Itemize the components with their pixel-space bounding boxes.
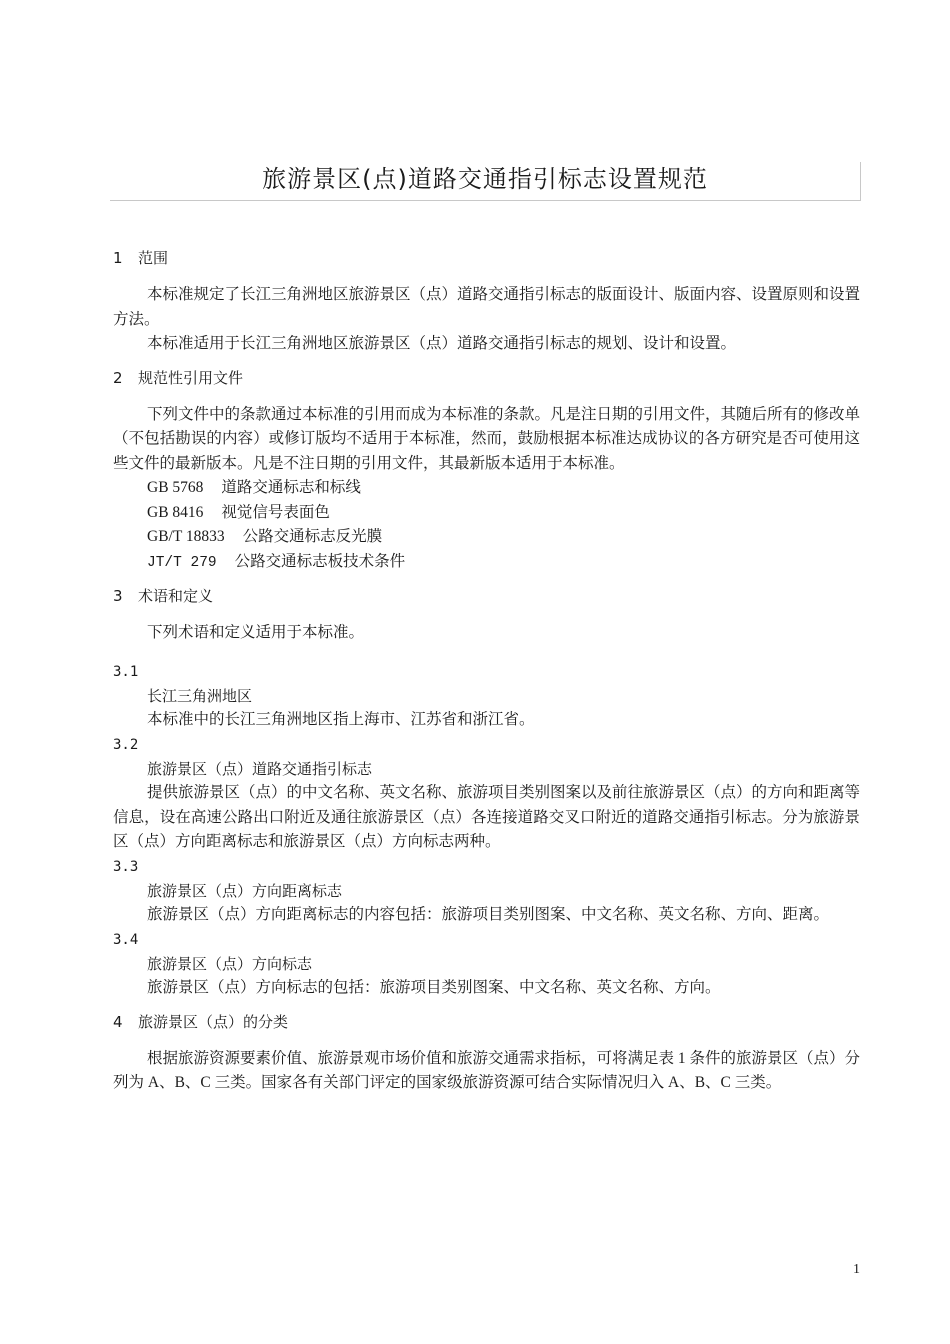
section-title: 范围 xyxy=(138,249,169,267)
title-block xyxy=(110,162,861,201)
reference-item xyxy=(113,550,860,576)
term-definition: 旅游景区（点）方向标志的包括：旅游项目类别图案、中文名称、英文名称、方向。 xyxy=(147,979,721,996)
paragraph: 下列文件中的条款通过本标准的引用而成为本标准的条款。凡是注日期的引用文件，其随后所有的修改单（不包括勘误的内容）或修订版均不适用于本标准，然而，鼓励根据本标准达成协议的各方研究是否可使用这些文件的最新版本。凡是不注日期的引用文件，其最新版本适用于本标准。 xyxy=(113,405,861,472)
clause-number: 3.3 xyxy=(113,858,139,875)
section-title: 术语和定义 xyxy=(138,587,214,605)
reference-code: GB/T 18833 xyxy=(147,528,225,545)
section-heading xyxy=(113,366,860,390)
section-heading xyxy=(113,584,860,608)
section-number: 1 xyxy=(113,249,123,267)
clause-number: 3.2 xyxy=(113,736,139,753)
section-number: 4 xyxy=(113,1012,123,1031)
section-title: 规范性引用文件 xyxy=(138,368,244,387)
term-title: 旅游景区（点）方向距离标志 xyxy=(147,881,343,900)
clause-number: 3.4 xyxy=(113,931,139,948)
reference-item xyxy=(113,501,860,526)
reference-name: 视觉信号表面色 xyxy=(221,503,330,521)
document-body xyxy=(113,246,860,1096)
section-number: 2 xyxy=(113,368,123,387)
term-title: 长江三角洲地区 xyxy=(147,686,253,705)
reference-item xyxy=(113,525,860,550)
paragraph: 本标准规定了长江三角洲地区旅游景区（点）道路交通指引标志的版面设计、版面内容、设置原则和设置方法。 xyxy=(113,286,861,328)
term-definition: 旅游景区（点）方向距离标志的内容包括：旅游项目类别图案、中文名称、英文名称、方向、距离。 xyxy=(147,906,830,923)
term-definition: 提供旅游景区（点）的中文名称、英文名称、旅游项目类别图案以及前往旅游景区（点）的方向和距离等信息，设在高速公路出口附近及通往旅游景区（点）各连接道路交叉口附近的道路交通指引标志。分为旅游景区（点）方向距离标志和旅游景区（点）方向标志两种。 xyxy=(113,784,861,850)
reference-name: 道路交通标志和标线 xyxy=(221,479,361,496)
term-title: 旅游景区（点）方向标志 xyxy=(147,954,313,973)
reference-name: 公路交通标志反光膜 xyxy=(242,528,383,545)
reference-code: GB 8416 xyxy=(147,503,204,521)
reference-item xyxy=(113,476,860,501)
section-title: 旅游景区（点）的分类 xyxy=(138,1012,289,1031)
term-title: 旅游景区（点）道路交通指引标志 xyxy=(147,759,373,778)
paragraph: 下列术语和定义适用于本标准。 xyxy=(147,624,365,641)
section-heading xyxy=(113,246,860,270)
reference-code: GB 5768 xyxy=(147,479,204,496)
paragraph: 根据旅游资源要素价值、旅游景观市场价值和旅游交通需求指标，可将满足表 1 条件的旅游景区（点）分列为 A、B、C 三类。国家各有关部门评定的国家级旅游资源可结合实际情况归入 A、B、C 三类。 xyxy=(113,1049,861,1091)
page-number: 1 xyxy=(853,1262,860,1277)
reference-code: JT/T 279 xyxy=(147,554,217,571)
page-title: 旅游景区(点)道路交通指引标志设置规范 xyxy=(262,165,708,193)
section-number: 3 xyxy=(113,587,123,605)
paragraph: 本标准适用于长江三角洲地区旅游景区（点）道路交通指引标志的规划、设计和设置。 xyxy=(147,335,737,352)
clause-number: 3.1 xyxy=(113,663,139,680)
term-definition: 本标准中的长江三角洲地区指上海市、江苏省和浙江省。 xyxy=(147,711,535,728)
section-heading xyxy=(113,1010,860,1034)
reference-name: 公路交通标志板技术条件 xyxy=(234,552,406,570)
